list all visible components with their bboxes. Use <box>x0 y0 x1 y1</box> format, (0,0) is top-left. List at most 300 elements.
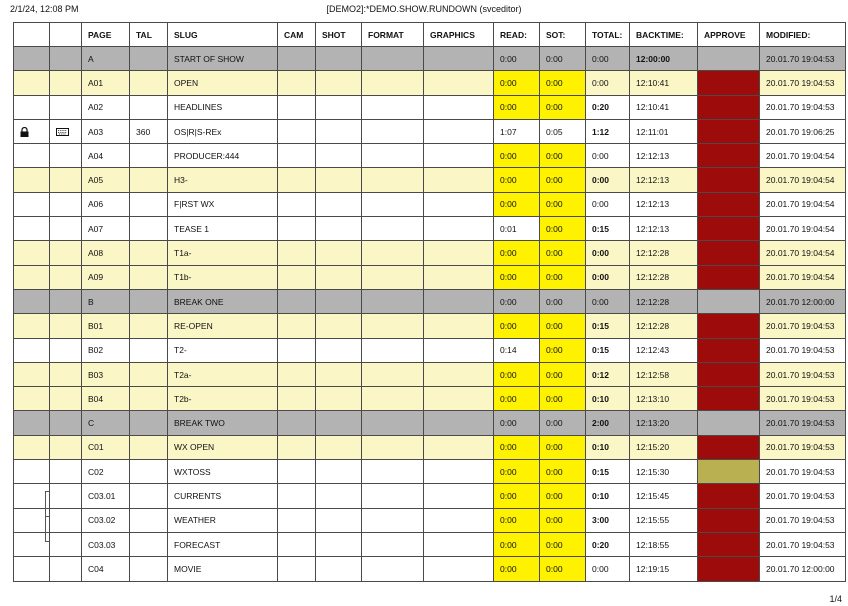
cam-cell[interactable] <box>278 484 316 508</box>
total-cell[interactable]: 0:00 <box>586 192 630 216</box>
col-icon2-header[interactable] <box>50 23 82 47</box>
cam-cell[interactable] <box>278 71 316 95</box>
slug-cell[interactable]: WX OPEN <box>168 435 278 459</box>
graphics-cell[interactable] <box>424 168 494 192</box>
story-row[interactable] <box>14 387 846 411</box>
page-cell[interactable]: C01 <box>82 435 130 459</box>
slug-cell[interactable]: MOVIE <box>168 557 278 581</box>
approve-cell[interactable] <box>698 338 760 362</box>
read-cell[interactable]: 0:00 <box>494 47 540 71</box>
backtime-cell[interactable]: 12:15:20 <box>630 435 698 459</box>
backtime-cell[interactable]: 12:11:01 <box>630 119 698 143</box>
sot-cell[interactable]: 0:00 <box>540 192 586 216</box>
shot-cell[interactable] <box>316 265 362 289</box>
sot-cell[interactable]: 0:00 <box>540 338 586 362</box>
backtime-cell[interactable]: 12:12:28 <box>630 265 698 289</box>
script-cell[interactable] <box>50 95 82 119</box>
tal-cell[interactable] <box>130 144 168 168</box>
lock-cell[interactable] <box>14 314 50 338</box>
cam-cell[interactable] <box>278 362 316 386</box>
lock-cell[interactable] <box>14 217 50 241</box>
shot-cell[interactable] <box>316 71 362 95</box>
shot-cell[interactable] <box>316 411 362 435</box>
page-cell[interactable]: C02 <box>82 460 130 484</box>
approve-cell[interactable] <box>698 557 760 581</box>
slug-cell[interactable]: CURRENTS <box>168 484 278 508</box>
page-cell[interactable]: B02 <box>82 338 130 362</box>
approve-cell[interactable] <box>698 192 760 216</box>
cam-cell[interactable] <box>278 289 316 313</box>
slug-cell[interactable]: RE-OPEN <box>168 314 278 338</box>
graphics-cell[interactable] <box>424 338 494 362</box>
shot-cell[interactable] <box>316 532 362 556</box>
sot-cell[interactable]: 0:00 <box>540 265 586 289</box>
modified-cell[interactable]: 20.01.70 19:04:53 <box>760 387 846 411</box>
total-cell[interactable]: 3:00 <box>586 508 630 532</box>
format-cell[interactable] <box>362 71 424 95</box>
approve-cell[interactable] <box>698 460 760 484</box>
read-cell[interactable]: 0:00 <box>494 484 540 508</box>
format-cell[interactable] <box>362 95 424 119</box>
read-cell[interactable]: 0:01 <box>494 217 540 241</box>
sot-cell[interactable]: 0:00 <box>540 362 586 386</box>
slug-cell[interactable]: PRODUCER:444 <box>168 144 278 168</box>
modified-cell[interactable]: 20.01.70 19:04:53 <box>760 484 846 508</box>
col-sot-header[interactable]: SOT: <box>540 23 586 47</box>
story-row[interactable] <box>14 484 846 508</box>
col-total-header[interactable]: TOTAL: <box>586 23 630 47</box>
col-icon-header[interactable] <box>14 23 50 47</box>
page-cell[interactable]: B03 <box>82 362 130 386</box>
format-cell[interactable] <box>362 217 424 241</box>
format-cell[interactable] <box>362 532 424 556</box>
story-row[interactable] <box>14 532 846 556</box>
modified-cell[interactable]: 20.01.70 19:04:53 <box>760 338 846 362</box>
tal-cell[interactable] <box>130 435 168 459</box>
format-cell[interactable] <box>362 144 424 168</box>
approve-cell[interactable] <box>698 289 760 313</box>
tal-cell[interactable] <box>130 387 168 411</box>
graphics-cell[interactable] <box>424 484 494 508</box>
shot-cell[interactable] <box>316 144 362 168</box>
lock-cell[interactable] <box>14 144 50 168</box>
shot-cell[interactable] <box>316 387 362 411</box>
read-cell[interactable]: 0:00 <box>494 387 540 411</box>
story-row[interactable] <box>14 314 846 338</box>
tal-cell[interactable] <box>130 265 168 289</box>
read-cell[interactable]: 0:00 <box>494 144 540 168</box>
backtime-cell[interactable]: 12:18:55 <box>630 532 698 556</box>
cam-cell[interactable] <box>278 411 316 435</box>
lock-cell[interactable] <box>14 557 50 581</box>
format-cell[interactable] <box>362 508 424 532</box>
page-cell[interactable]: A01 <box>82 71 130 95</box>
slug-cell[interactable]: T2b- <box>168 387 278 411</box>
backtime-cell[interactable]: 12:19:15 <box>630 557 698 581</box>
modified-cell[interactable]: 20.01.70 19:04:53 <box>760 508 846 532</box>
backtime-cell[interactable]: 12:12:13 <box>630 192 698 216</box>
lock-cell[interactable] <box>14 289 50 313</box>
script-cell[interactable] <box>50 71 82 95</box>
cam-cell[interactable] <box>278 557 316 581</box>
col-page-header[interactable]: PAGE <box>82 23 130 47</box>
tal-cell[interactable] <box>130 192 168 216</box>
tal-cell[interactable] <box>130 338 168 362</box>
total-cell[interactable]: 0:00 <box>586 71 630 95</box>
slug-cell[interactable]: BREAK ONE <box>168 289 278 313</box>
lock-cell[interactable] <box>14 411 50 435</box>
backtime-cell[interactable]: 12:00:00 <box>630 47 698 71</box>
modified-cell[interactable]: 20.01.70 19:04:54 <box>760 144 846 168</box>
page-cell[interactable]: B01 <box>82 314 130 338</box>
shot-cell[interactable] <box>316 47 362 71</box>
read-cell[interactable]: 0:00 <box>494 241 540 265</box>
script-cell[interactable] <box>50 532 82 556</box>
tal-cell[interactable] <box>130 362 168 386</box>
backtime-cell[interactable]: 12:15:30 <box>630 460 698 484</box>
sot-cell[interactable]: 0:00 <box>540 435 586 459</box>
tal-cell[interactable] <box>130 289 168 313</box>
approve-cell[interactable] <box>698 387 760 411</box>
graphics-cell[interactable] <box>424 411 494 435</box>
approve-cell[interactable] <box>698 411 760 435</box>
story-row[interactable] <box>14 119 846 143</box>
slug-cell[interactable]: H3- <box>168 168 278 192</box>
format-cell[interactable] <box>362 435 424 459</box>
sot-cell[interactable]: 0:00 <box>540 387 586 411</box>
backtime-cell[interactable]: 12:15:55 <box>630 508 698 532</box>
shot-cell[interactable] <box>316 484 362 508</box>
slug-cell[interactable]: OPEN <box>168 71 278 95</box>
shot-cell[interactable] <box>316 508 362 532</box>
format-cell[interactable] <box>362 362 424 386</box>
total-cell[interactable]: 0:00 <box>586 557 630 581</box>
shot-cell[interactable] <box>316 289 362 313</box>
script-cell[interactable] <box>50 557 82 581</box>
sot-cell[interactable]: 0:00 <box>540 314 586 338</box>
script-cell[interactable] <box>50 192 82 216</box>
modified-cell[interactable]: 20.01.70 19:04:53 <box>760 362 846 386</box>
cam-cell[interactable] <box>278 95 316 119</box>
total-cell[interactable]: 0:20 <box>586 95 630 119</box>
shot-cell[interactable] <box>316 168 362 192</box>
page-cell[interactable]: B04 <box>82 387 130 411</box>
total-cell[interactable]: 0:00 <box>586 289 630 313</box>
tal-cell[interactable] <box>130 47 168 71</box>
graphics-cell[interactable] <box>424 532 494 556</box>
cam-cell[interactable] <box>278 338 316 362</box>
page-cell[interactable]: C <box>82 411 130 435</box>
graphics-cell[interactable] <box>424 144 494 168</box>
read-cell[interactable]: 0:00 <box>494 95 540 119</box>
script-cell[interactable] <box>50 241 82 265</box>
script-cell[interactable] <box>50 168 82 192</box>
tal-cell[interactable] <box>130 71 168 95</box>
backtime-cell[interactable]: 12:10:41 <box>630 71 698 95</box>
page-cell[interactable]: C03.02 <box>82 508 130 532</box>
modified-cell[interactable]: 20.01.70 12:00:00 <box>760 289 846 313</box>
approve-cell[interactable] <box>698 532 760 556</box>
sot-cell[interactable]: 0:00 <box>540 95 586 119</box>
slug-cell[interactable]: WXTOSS <box>168 460 278 484</box>
cam-cell[interactable] <box>278 47 316 71</box>
script-cell[interactable] <box>50 289 82 313</box>
modified-cell[interactable]: 20.01.70 19:04:53 <box>760 460 846 484</box>
tal-cell[interactable] <box>130 411 168 435</box>
story-row[interactable] <box>14 508 846 532</box>
total-cell[interactable]: 0:10 <box>586 435 630 459</box>
approve-cell[interactable] <box>698 241 760 265</box>
total-cell[interactable]: 0:20 <box>586 532 630 556</box>
page-cell[interactable]: A06 <box>82 192 130 216</box>
approve-cell[interactable] <box>698 435 760 459</box>
cam-cell[interactable] <box>278 192 316 216</box>
format-cell[interactable] <box>362 241 424 265</box>
total-cell[interactable]: 0:00 <box>586 47 630 71</box>
story-row[interactable] <box>14 362 846 386</box>
modified-cell[interactable]: 20.01.70 12:00:00 <box>760 557 846 581</box>
graphics-cell[interactable] <box>424 95 494 119</box>
sot-cell[interactable]: 0:00 <box>540 168 586 192</box>
modified-cell[interactable]: 20.01.70 19:04:53 <box>760 411 846 435</box>
page-cell[interactable]: A08 <box>82 241 130 265</box>
slug-cell[interactable]: F|RST WX <box>168 192 278 216</box>
script-cell[interactable] <box>50 265 82 289</box>
page-cell[interactable]: A04 <box>82 144 130 168</box>
slug-cell[interactable]: T2a- <box>168 362 278 386</box>
script-cell[interactable] <box>50 119 82 143</box>
total-cell[interactable]: 0:12 <box>586 362 630 386</box>
backtime-cell[interactable]: 12:12:28 <box>630 241 698 265</box>
tal-cell[interactable] <box>130 460 168 484</box>
shot-cell[interactable] <box>316 362 362 386</box>
script-cell[interactable] <box>50 508 82 532</box>
graphics-cell[interactable] <box>424 289 494 313</box>
tal-cell[interactable] <box>130 532 168 556</box>
story-row[interactable] <box>14 168 846 192</box>
modified-cell[interactable]: 20.01.70 19:04:54 <box>760 241 846 265</box>
script-cell[interactable] <box>50 144 82 168</box>
lock-cell[interactable] <box>14 387 50 411</box>
total-cell[interactable]: 0:00 <box>586 144 630 168</box>
read-cell[interactable]: 0:00 <box>494 411 540 435</box>
sot-cell[interactable]: 0:00 <box>540 71 586 95</box>
backtime-cell[interactable]: 12:12:13 <box>630 144 698 168</box>
shot-cell[interactable] <box>316 217 362 241</box>
script-cell[interactable] <box>50 217 82 241</box>
modified-cell[interactable]: 20.01.70 19:04:53 <box>760 314 846 338</box>
read-cell[interactable]: 1:07 <box>494 119 540 143</box>
script-cell[interactable] <box>50 362 82 386</box>
approve-cell[interactable] <box>698 265 760 289</box>
graphics-cell[interactable] <box>424 71 494 95</box>
read-cell[interactable]: 0:14 <box>494 338 540 362</box>
tal-cell[interactable] <box>130 95 168 119</box>
sot-cell[interactable]: 0:00 <box>540 460 586 484</box>
script-cell[interactable] <box>50 314 82 338</box>
cam-cell[interactable] <box>278 314 316 338</box>
story-row[interactable] <box>14 265 846 289</box>
script-cell[interactable] <box>50 411 82 435</box>
col-slug-header[interactable]: SLUG <box>168 23 278 47</box>
graphics-cell[interactable] <box>424 192 494 216</box>
col-approve-header[interactable]: APPROVE <box>698 23 760 47</box>
modified-cell[interactable]: 20.01.70 19:04:53 <box>760 532 846 556</box>
read-cell[interactable]: 0:00 <box>494 435 540 459</box>
story-row[interactable] <box>14 241 846 265</box>
slug-cell[interactable]: START OF SHOW <box>168 47 278 71</box>
cam-cell[interactable] <box>278 460 316 484</box>
tal-cell[interactable] <box>130 217 168 241</box>
graphics-cell[interactable] <box>424 362 494 386</box>
slug-cell[interactable]: WEATHER <box>168 508 278 532</box>
lock-cell[interactable] <box>14 95 50 119</box>
modified-cell[interactable]: 20.01.70 19:04:54 <box>760 192 846 216</box>
format-cell[interactable] <box>362 289 424 313</box>
format-cell[interactable] <box>362 192 424 216</box>
approve-cell[interactable] <box>698 484 760 508</box>
total-cell[interactable]: 1:12 <box>586 119 630 143</box>
read-cell[interactable]: 0:00 <box>494 508 540 532</box>
page-cell[interactable]: A05 <box>82 168 130 192</box>
cam-cell[interactable] <box>278 144 316 168</box>
tal-cell[interactable] <box>130 241 168 265</box>
approve-cell[interactable] <box>698 217 760 241</box>
read-cell[interactable]: 0:00 <box>494 289 540 313</box>
format-cell[interactable] <box>362 314 424 338</box>
shot-cell[interactable] <box>316 95 362 119</box>
lock-cell[interactable] <box>14 119 50 143</box>
modified-cell[interactable]: 20.01.70 19:04:53 <box>760 95 846 119</box>
shot-cell[interactable] <box>316 314 362 338</box>
page-cell[interactable]: C03.01 <box>82 484 130 508</box>
approve-cell[interactable] <box>698 71 760 95</box>
slug-cell[interactable]: FORECAST <box>168 532 278 556</box>
story-row[interactable] <box>14 217 846 241</box>
sot-cell[interactable]: 0:00 <box>540 508 586 532</box>
cam-cell[interactable] <box>278 508 316 532</box>
cam-cell[interactable] <box>278 217 316 241</box>
col-shot-header[interactable]: SHOT <box>316 23 362 47</box>
script-cell[interactable] <box>50 484 82 508</box>
graphics-cell[interactable] <box>424 508 494 532</box>
shot-cell[interactable] <box>316 435 362 459</box>
page-cell[interactable]: B <box>82 289 130 313</box>
format-cell[interactable] <box>362 265 424 289</box>
format-cell[interactable] <box>362 168 424 192</box>
read-cell[interactable]: 0:00 <box>494 192 540 216</box>
sot-cell[interactable]: 0:00 <box>540 484 586 508</box>
page-cell[interactable]: A02 <box>82 95 130 119</box>
modified-cell[interactable]: 20.01.70 19:04:53 <box>760 435 846 459</box>
page-cell[interactable]: C04 <box>82 557 130 581</box>
sot-cell[interactable]: 0:00 <box>540 532 586 556</box>
story-row[interactable] <box>14 71 846 95</box>
tal-cell[interactable] <box>130 314 168 338</box>
slug-cell[interactable]: OS|R|S-REx <box>168 119 278 143</box>
sot-cell[interactable]: 0:00 <box>540 557 586 581</box>
read-cell[interactable]: 0:00 <box>494 71 540 95</box>
tal-cell[interactable] <box>130 168 168 192</box>
format-cell[interactable] <box>362 47 424 71</box>
lock-cell[interactable] <box>14 435 50 459</box>
approve-cell[interactable] <box>698 314 760 338</box>
col-read-header[interactable]: READ: <box>494 23 540 47</box>
lock-cell[interactable] <box>14 192 50 216</box>
backtime-cell[interactable]: 12:12:13 <box>630 217 698 241</box>
total-cell[interactable]: 0:10 <box>586 387 630 411</box>
tal-cell[interactable] <box>130 484 168 508</box>
shot-cell[interactable] <box>316 241 362 265</box>
graphics-cell[interactable] <box>424 119 494 143</box>
col-graphics-header[interactable]: GRAPHICS <box>424 23 494 47</box>
graphics-cell[interactable] <box>424 435 494 459</box>
total-cell[interactable]: 0:00 <box>586 168 630 192</box>
backtime-cell[interactable]: 12:13:10 <box>630 387 698 411</box>
slug-cell[interactable]: T1a- <box>168 241 278 265</box>
slug-cell[interactable]: HEADLINES <box>168 95 278 119</box>
break-row[interactable] <box>14 289 846 313</box>
total-cell[interactable]: 0:15 <box>586 338 630 362</box>
story-row[interactable] <box>14 460 846 484</box>
break-row[interactable] <box>14 47 846 71</box>
backtime-cell[interactable]: 12:12:28 <box>630 314 698 338</box>
backtime-cell[interactable]: 12:12:58 <box>630 362 698 386</box>
script-cell[interactable] <box>50 47 82 71</box>
format-cell[interactable] <box>362 484 424 508</box>
graphics-cell[interactable] <box>424 314 494 338</box>
lock-cell[interactable] <box>14 241 50 265</box>
shot-cell[interactable] <box>316 460 362 484</box>
graphics-cell[interactable] <box>424 217 494 241</box>
slug-cell[interactable]: BREAK TWO <box>168 411 278 435</box>
cam-cell[interactable] <box>278 119 316 143</box>
format-cell[interactable] <box>362 338 424 362</box>
sot-cell[interactable]: 0:05 <box>540 119 586 143</box>
page-cell[interactable]: A03 <box>82 119 130 143</box>
total-cell[interactable]: 0:10 <box>586 484 630 508</box>
script-cell[interactable] <box>50 387 82 411</box>
approve-cell[interactable] <box>698 47 760 71</box>
read-cell[interactable]: 0:00 <box>494 532 540 556</box>
approve-cell[interactable] <box>698 508 760 532</box>
backtime-cell[interactable]: 12:12:28 <box>630 289 698 313</box>
col-modified-header[interactable]: MODIFIED: <box>760 23 846 47</box>
tal-cell[interactable] <box>130 557 168 581</box>
backtime-cell[interactable]: 12:12:43 <box>630 338 698 362</box>
backtime-cell[interactable]: 12:10:41 <box>630 95 698 119</box>
approve-cell[interactable] <box>698 362 760 386</box>
modified-cell[interactable]: 20.01.70 19:04:53 <box>760 71 846 95</box>
read-cell[interactable]: 0:00 <box>494 168 540 192</box>
col-cam-header[interactable]: CAM <box>278 23 316 47</box>
format-cell[interactable] <box>362 387 424 411</box>
modified-cell[interactable]: 20.01.70 19:04:54 <box>760 265 846 289</box>
slug-cell[interactable]: T2- <box>168 338 278 362</box>
col-tal-header[interactable]: TAL <box>130 23 168 47</box>
page-cell[interactable]: A07 <box>82 217 130 241</box>
total-cell[interactable]: 2:00 <box>586 411 630 435</box>
total-cell[interactable]: 0:15 <box>586 217 630 241</box>
cam-cell[interactable] <box>278 168 316 192</box>
approve-cell[interactable] <box>698 144 760 168</box>
modified-cell[interactable]: 20.01.70 19:04:53 <box>760 47 846 71</box>
story-row[interactable] <box>14 144 846 168</box>
modified-cell[interactable]: 20.01.70 19:04:54 <box>760 168 846 192</box>
cam-cell[interactable] <box>278 265 316 289</box>
col-format-header[interactable]: FORMAT <box>362 23 424 47</box>
sot-cell[interactable]: 0:00 <box>540 411 586 435</box>
